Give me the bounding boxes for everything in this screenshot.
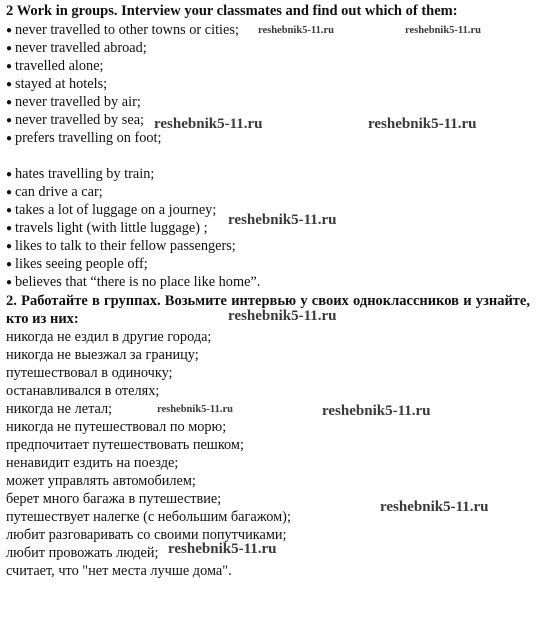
bullet-icon: ● bbox=[6, 133, 13, 144]
list-item: никогда не путешествовал по морю; bbox=[6, 419, 227, 435]
bullet-icon: ● bbox=[6, 25, 13, 36]
russian-task-heading: 2. Работайте в группах. Возьмите интервью у своих одноклассников и узнайте, кто из них: bbox=[6, 293, 530, 327]
bullet-icon: ● bbox=[6, 259, 13, 270]
watermark: reshebnik5-11.ru bbox=[380, 499, 489, 515]
bullet-icon: ● bbox=[6, 223, 13, 234]
watermark: reshebnik5-11.ru bbox=[228, 308, 337, 324]
list-item: ● hates travelling by train; bbox=[6, 166, 155, 182]
list-item: ● never travelled to other towns or cities; bbox=[6, 22, 239, 38]
watermark: reshebnik5-11.ru bbox=[154, 116, 263, 132]
list-item: ● travelled alone; bbox=[6, 58, 104, 74]
bullet-icon: ● bbox=[6, 79, 13, 90]
english-task-heading: 2 Work in groups. Interview your classmates and find out which of them: bbox=[6, 3, 458, 19]
list-item: ● stayed at hotels; bbox=[6, 76, 108, 92]
watermark: reshebnik5-11.ru bbox=[258, 25, 334, 36]
watermark: reshebnik5-11.ru bbox=[157, 404, 233, 415]
bullet-icon: ● bbox=[6, 43, 13, 54]
list-item: любит разговаривать со своими попутчиками; bbox=[6, 527, 287, 543]
list-item: любит провожать людей; bbox=[6, 545, 159, 561]
bullet-icon: ● bbox=[6, 115, 13, 126]
watermark: reshebnik5-11.ru bbox=[228, 212, 337, 228]
list-item: берет много багажа в путешествие; bbox=[6, 491, 222, 507]
list-item: предпочитает путешествовать пешком; bbox=[6, 437, 244, 453]
list-item: ● likes to talk to their fellow passengers; bbox=[6, 238, 236, 254]
list-item: никогда не выезжал за границу; bbox=[6, 347, 199, 363]
watermark: reshebnik5-11.ru bbox=[368, 116, 477, 132]
bullet-icon: ● bbox=[6, 187, 13, 198]
watermark: reshebnik5-11.ru bbox=[322, 403, 431, 419]
list-item: ● can drive a car; bbox=[6, 184, 103, 200]
list-item: ненавидит ездить на поезде; bbox=[6, 455, 179, 471]
list-item: ● never travelled by air; bbox=[6, 94, 141, 110]
bullet-icon: ● bbox=[6, 277, 13, 288]
list-item: ● takes a lot of luggage on a journey; bbox=[6, 202, 217, 218]
bullet-icon: ● bbox=[6, 61, 13, 72]
list-item: ● travels light (with little luggage) ; bbox=[6, 220, 208, 236]
bullet-icon: ● bbox=[6, 205, 13, 216]
list-item: ● likes seeing people off; bbox=[6, 256, 148, 272]
watermark: reshebnik5-11.ru bbox=[168, 541, 277, 557]
bullet-icon: ● bbox=[6, 241, 13, 252]
list-item: никогда не ездил в другие города; bbox=[6, 329, 212, 345]
bullet-icon: ● bbox=[6, 169, 13, 180]
watermark: reshebnik5-11.ru bbox=[405, 25, 481, 36]
list-item: ● prefers travelling on foot; bbox=[6, 130, 162, 146]
bullet-icon: ● bbox=[6, 97, 13, 108]
list-item: может управлять автомобилем; bbox=[6, 473, 196, 489]
list-item: ● never travelled abroad; bbox=[6, 40, 147, 56]
list-item: путешествует налегке (с небольшим багажом); bbox=[6, 509, 291, 525]
list-item: путешествовал в одиночку; bbox=[6, 365, 173, 381]
list-item: считает, что "нет места лучше дома". bbox=[6, 563, 232, 579]
list-item: ● believes that “there is no place like home”. bbox=[6, 274, 261, 290]
list-item: останавливался в отелях; bbox=[6, 383, 160, 399]
list-item: никогда не летал; bbox=[6, 401, 113, 417]
list-item: ● never travelled by sea; bbox=[6, 112, 145, 128]
